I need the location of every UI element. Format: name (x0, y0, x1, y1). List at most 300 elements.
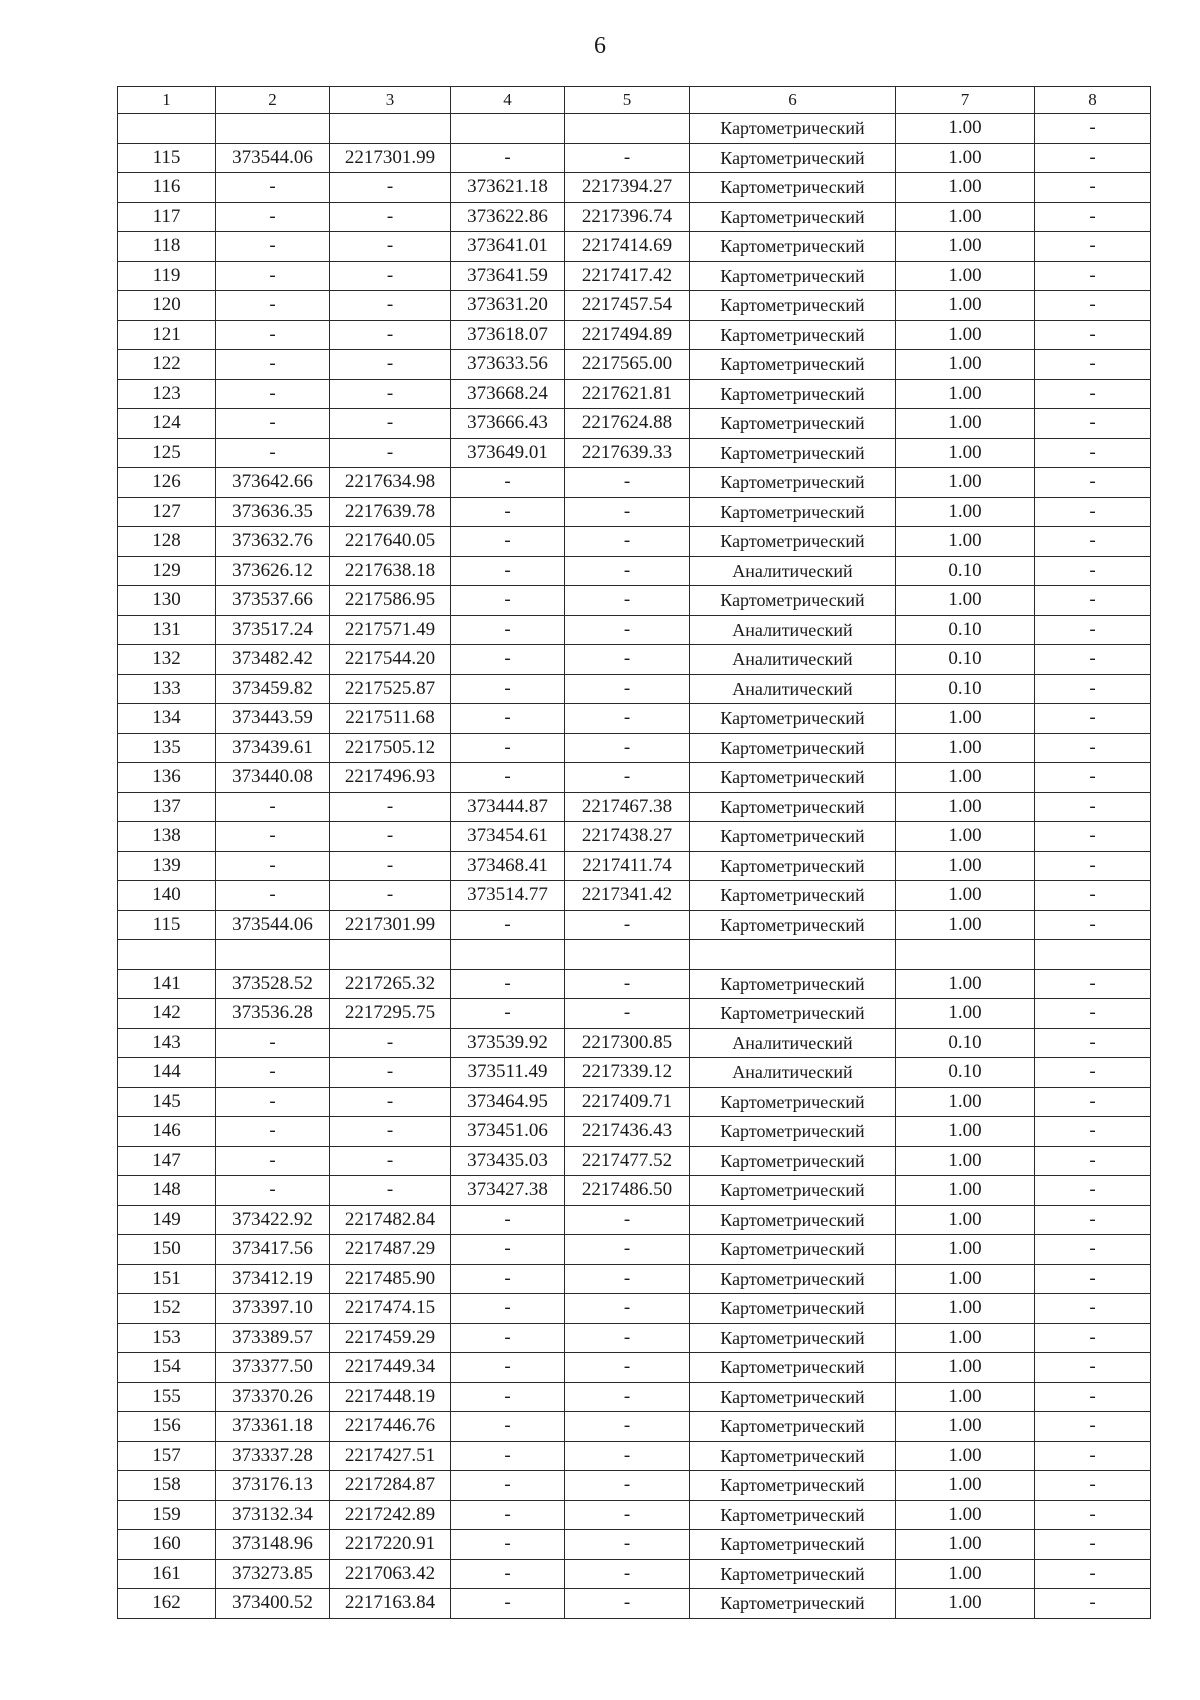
method-cell: Картометрический (690, 704, 896, 734)
accuracy-cell: 1.00 (896, 1500, 1035, 1530)
existing-x-cell: - (216, 291, 330, 321)
existing-y-cell: 2217482.84 (330, 1205, 451, 1235)
new-y-cell: - (565, 1412, 690, 1442)
new-x-cell: - (451, 1471, 565, 1501)
new-x-cell: 373621.18 (451, 173, 565, 203)
table-row (118, 1353, 1151, 1383)
existing-y-cell: 2217295.75 (330, 999, 451, 1029)
new-y-cell: - (565, 645, 690, 675)
new-y-cell: - (565, 733, 690, 763)
description-cell: - (1035, 881, 1151, 911)
accuracy-cell: 1.00 (896, 291, 1035, 321)
point-number-cell: 120 (118, 291, 216, 321)
existing-y-cell: 2217459.29 (330, 1323, 451, 1353)
accuracy-cell: 1.00 (896, 1205, 1035, 1235)
method-cell: Аналитический (690, 1028, 896, 1058)
new-x-cell: - (451, 1589, 565, 1619)
method-cell: Аналитический (690, 556, 896, 586)
description-cell: - (1035, 1353, 1151, 1383)
new-y-cell: 2217341.42 (565, 881, 690, 911)
table-row (118, 851, 1151, 881)
accuracy-cell: 1.00 (896, 1559, 1035, 1589)
point-number-cell: 138 (118, 822, 216, 852)
accuracy-cell: 1.00 (896, 733, 1035, 763)
method-cell: Картометрический (690, 1500, 896, 1530)
method-cell: Картометрический (690, 438, 896, 468)
method-cell: Картометрический (690, 320, 896, 350)
existing-y-cell: 2217639.78 (330, 497, 451, 527)
new-y-cell: - (565, 1264, 690, 1294)
accuracy-cell: 1.00 (896, 527, 1035, 557)
new-y-cell: - (565, 1382, 690, 1412)
new-x-cell: - (451, 999, 565, 1029)
existing-x-cell: 373417.56 (216, 1235, 330, 1265)
existing-y-cell: 2217638.18 (330, 556, 451, 586)
existing-y-cell: 2217586.95 (330, 586, 451, 616)
table-row (118, 497, 1151, 527)
point-number-cell: 135 (118, 733, 216, 763)
table-row (118, 822, 1151, 852)
accuracy-cell: 1.00 (896, 763, 1035, 793)
existing-x-cell: 373422.92 (216, 1205, 330, 1235)
description-cell: - (1035, 261, 1151, 291)
method-cell (690, 940, 896, 970)
point-number-cell: 156 (118, 1412, 216, 1442)
existing-y-cell: - (330, 851, 451, 881)
description-cell: - (1035, 1412, 1151, 1442)
new-y-cell: 2217409.71 (565, 1087, 690, 1117)
existing-y-cell: 2217446.76 (330, 1412, 451, 1442)
existing-x-cell: 373397.10 (216, 1294, 330, 1324)
existing-y-cell: 2217496.93 (330, 763, 451, 793)
existing-y-cell: - (330, 291, 451, 321)
table-row (118, 1264, 1151, 1294)
table-row (118, 173, 1151, 203)
description-cell: - (1035, 969, 1151, 999)
description-cell: - (1035, 1117, 1151, 1147)
point-number-cell: 147 (118, 1146, 216, 1176)
method-cell: Аналитический (690, 1058, 896, 1088)
existing-y-cell: - (330, 881, 451, 911)
existing-x-cell: - (216, 851, 330, 881)
description-cell: - (1035, 1235, 1151, 1265)
new-x-cell: - (451, 527, 565, 557)
new-x-cell: - (451, 1441, 565, 1471)
existing-y-cell: 2217474.15 (330, 1294, 451, 1324)
new-y-cell: 2217494.89 (565, 320, 690, 350)
new-x-cell: - (451, 910, 565, 940)
column-header: 4 (451, 87, 565, 114)
new-y-cell: - (565, 999, 690, 1029)
description-cell: - (1035, 792, 1151, 822)
coordinates-table (117, 86, 1151, 1619)
description-cell: - (1035, 1146, 1151, 1176)
table-row (118, 114, 1151, 144)
new-y-cell (565, 940, 690, 970)
method-cell: Картометрический (690, 763, 896, 793)
existing-x-cell: - (216, 438, 330, 468)
description-cell: - (1035, 1205, 1151, 1235)
new-y-cell: 2217339.12 (565, 1058, 690, 1088)
new-x-cell: 373666.43 (451, 409, 565, 439)
new-y-cell: - (565, 1530, 690, 1560)
method-cell: Картометрический (690, 1353, 896, 1383)
new-x-cell: 373618.07 (451, 320, 565, 350)
point-number-cell: 127 (118, 497, 216, 527)
existing-y-cell: - (330, 202, 451, 232)
existing-y-cell: - (330, 350, 451, 380)
method-cell: Картометрический (690, 1235, 896, 1265)
accuracy-cell: 1.00 (896, 1294, 1035, 1324)
point-number-cell: 131 (118, 615, 216, 645)
point-number-cell: 115 (118, 143, 216, 173)
description-cell: - (1035, 114, 1151, 144)
accuracy-cell: 1.00 (896, 792, 1035, 822)
new-x-cell: 373633.56 (451, 350, 565, 380)
existing-y-cell: 2217487.29 (330, 1235, 451, 1265)
new-x-cell: - (451, 1353, 565, 1383)
existing-y-cell: - (330, 173, 451, 203)
method-cell: Аналитический (690, 645, 896, 675)
new-y-cell: - (565, 586, 690, 616)
column-header: 8 (1035, 87, 1151, 114)
point-number-cell: 162 (118, 1589, 216, 1619)
point-number-cell: 139 (118, 851, 216, 881)
existing-y-cell: 2217448.19 (330, 1382, 451, 1412)
table-row (118, 615, 1151, 645)
point-number-cell: 155 (118, 1382, 216, 1412)
method-cell: Картометрический (690, 409, 896, 439)
accuracy-cell: 1.00 (896, 173, 1035, 203)
existing-x-cell: 373440.08 (216, 763, 330, 793)
table-row (118, 527, 1151, 557)
table-row (118, 1087, 1151, 1117)
accuracy-cell: 1.00 (896, 1117, 1035, 1147)
method-cell: Картометрический (690, 1087, 896, 1117)
accuracy-cell: 1.00 (896, 1146, 1035, 1176)
accuracy-cell: 1.00 (896, 1382, 1035, 1412)
table-row (118, 1530, 1151, 1560)
accuracy-cell: 1.00 (896, 232, 1035, 262)
table-row (118, 1500, 1151, 1530)
description-cell: - (1035, 822, 1151, 852)
new-y-cell: 2217565.00 (565, 350, 690, 380)
existing-x-cell: - (216, 1176, 330, 1206)
description-cell: - (1035, 851, 1151, 881)
accuracy-cell: 1.00 (896, 1530, 1035, 1560)
new-y-cell: - (565, 1559, 690, 1589)
point-number-cell: 124 (118, 409, 216, 439)
column-header: 7 (896, 87, 1035, 114)
description-cell: - (1035, 143, 1151, 173)
new-x-cell: - (451, 1235, 565, 1265)
table-row (118, 999, 1151, 1029)
table-row (118, 1471, 1151, 1501)
table-row (118, 1441, 1151, 1471)
new-y-cell: - (565, 1323, 690, 1353)
accuracy-cell: 1.00 (896, 379, 1035, 409)
new-x-cell: 373649.01 (451, 438, 565, 468)
existing-y-cell: 2217163.84 (330, 1589, 451, 1619)
new-x-cell: 373427.38 (451, 1176, 565, 1206)
table-row (118, 409, 1151, 439)
point-number-cell: 158 (118, 1471, 216, 1501)
existing-x-cell: - (216, 202, 330, 232)
accuracy-cell: 0.10 (896, 674, 1035, 704)
existing-x-cell: 373389.57 (216, 1323, 330, 1353)
method-cell: Картометрический (690, 202, 896, 232)
existing-y-cell: - (330, 792, 451, 822)
description-cell: - (1035, 320, 1151, 350)
description-cell: - (1035, 409, 1151, 439)
accuracy-cell: 1.00 (896, 704, 1035, 734)
description-cell: - (1035, 291, 1151, 321)
new-x-cell: - (451, 704, 565, 734)
description-cell: - (1035, 999, 1151, 1029)
point-number-cell: 142 (118, 999, 216, 1029)
existing-y-cell: 2217485.90 (330, 1264, 451, 1294)
column-header: 6 (690, 87, 896, 114)
point-number-cell: 119 (118, 261, 216, 291)
point-number-cell: 151 (118, 1264, 216, 1294)
accuracy-cell: 1.00 (896, 143, 1035, 173)
table-row (118, 1176, 1151, 1206)
column-header: 5 (565, 87, 690, 114)
existing-y-cell: 2217544.20 (330, 645, 451, 675)
new-y-cell (565, 114, 690, 144)
new-y-cell: 2217417.42 (565, 261, 690, 291)
method-cell: Картометрический (690, 999, 896, 1029)
new-y-cell: - (565, 556, 690, 586)
new-x-cell: 373451.06 (451, 1117, 565, 1147)
description-cell: - (1035, 1471, 1151, 1501)
description-cell: - (1035, 173, 1151, 203)
column-header: 1 (118, 87, 216, 114)
table-row (118, 1589, 1151, 1619)
new-y-cell: - (565, 1235, 690, 1265)
table-row (118, 881, 1151, 911)
existing-y-cell: 2217242.89 (330, 1500, 451, 1530)
new-y-cell: - (565, 763, 690, 793)
description-cell: - (1035, 438, 1151, 468)
new-y-cell: 2217411.74 (565, 851, 690, 881)
existing-y-cell: - (330, 822, 451, 852)
existing-y-cell (330, 114, 451, 144)
new-x-cell: 373444.87 (451, 792, 565, 822)
existing-y-cell: - (330, 232, 451, 262)
existing-x-cell: - (216, 1146, 330, 1176)
accuracy-cell: 1.00 (896, 1412, 1035, 1442)
new-x-cell: - (451, 1294, 565, 1324)
new-y-cell: 2217396.74 (565, 202, 690, 232)
description-cell: - (1035, 1559, 1151, 1589)
existing-x-cell: 373377.50 (216, 1353, 330, 1383)
table-row (118, 645, 1151, 675)
existing-y-cell: 2217449.34 (330, 1353, 451, 1383)
new-y-cell: - (565, 704, 690, 734)
accuracy-cell: 0.10 (896, 1028, 1035, 1058)
method-cell: Картометрический (690, 1117, 896, 1147)
accuracy-cell: 1.00 (896, 1589, 1035, 1619)
point-number-cell: 149 (118, 1205, 216, 1235)
existing-y-cell: - (330, 1146, 451, 1176)
table-row (118, 1205, 1151, 1235)
description-cell (1035, 940, 1151, 970)
method-cell: Картометрический (690, 851, 896, 881)
point-number-cell: 157 (118, 1441, 216, 1471)
new-x-cell: - (451, 1559, 565, 1589)
point-number-cell: 115 (118, 910, 216, 940)
new-y-cell: - (565, 1500, 690, 1530)
method-cell: Картометрический (690, 527, 896, 557)
method-cell: Картометрический (690, 173, 896, 203)
description-cell: - (1035, 497, 1151, 527)
existing-x-cell (216, 114, 330, 144)
new-x-cell: - (451, 556, 565, 586)
method-cell: Картометрический (690, 1382, 896, 1412)
new-x-cell: - (451, 763, 565, 793)
description-cell: - (1035, 1500, 1151, 1530)
table-row (118, 910, 1151, 940)
point-number-cell: 161 (118, 1559, 216, 1589)
method-cell: Картометрический (690, 1176, 896, 1206)
method-cell: Картометрический (690, 1264, 896, 1294)
accuracy-cell: 1.00 (896, 497, 1035, 527)
point-number-cell: 116 (118, 173, 216, 203)
new-y-cell: - (565, 910, 690, 940)
accuracy-cell: 1.00 (896, 438, 1035, 468)
existing-x-cell: 373636.35 (216, 497, 330, 527)
existing-x-cell: 373544.06 (216, 910, 330, 940)
accuracy-cell: 1.00 (896, 320, 1035, 350)
existing-y-cell (330, 940, 451, 970)
method-cell: Аналитический (690, 615, 896, 645)
method-cell: Картометрический (690, 881, 896, 911)
table-row (118, 1146, 1151, 1176)
existing-x-cell (216, 940, 330, 970)
existing-x-cell: 373361.18 (216, 1412, 330, 1442)
existing-x-cell: 373482.42 (216, 645, 330, 675)
existing-x-cell: 373517.24 (216, 615, 330, 645)
existing-x-cell: 373400.52 (216, 1589, 330, 1619)
table-row (118, 556, 1151, 586)
description-cell: - (1035, 556, 1151, 586)
existing-y-cell: 2217571.49 (330, 615, 451, 645)
method-cell: Картометрический (690, 1471, 896, 1501)
table-row (118, 1323, 1151, 1353)
existing-y-cell: - (330, 1058, 451, 1088)
existing-x-cell: - (216, 261, 330, 291)
table-row (118, 143, 1151, 173)
accuracy-cell: 1.00 (896, 1323, 1035, 1353)
description-cell: - (1035, 527, 1151, 557)
existing-y-cell: 2217525.87 (330, 674, 451, 704)
accuracy-cell: 1.00 (896, 1471, 1035, 1501)
accuracy-cell: 1.00 (896, 1441, 1035, 1471)
new-x-cell: 373641.59 (451, 261, 565, 291)
existing-x-cell: 373528.52 (216, 969, 330, 999)
point-number-cell: 117 (118, 202, 216, 232)
table-row (118, 1235, 1151, 1265)
new-x-cell: - (451, 1500, 565, 1530)
description-cell: - (1035, 586, 1151, 616)
method-cell: Картометрический (690, 733, 896, 763)
table-row (118, 733, 1151, 763)
new-x-cell: - (451, 615, 565, 645)
existing-x-cell: 373439.61 (216, 733, 330, 763)
point-number-cell: 152 (118, 1294, 216, 1324)
new-x-cell: - (451, 468, 565, 498)
new-y-cell: 2217639.33 (565, 438, 690, 468)
accuracy-cell: 1.00 (896, 202, 1035, 232)
description-cell: - (1035, 1028, 1151, 1058)
existing-x-cell: - (216, 1117, 330, 1147)
description-cell: - (1035, 1530, 1151, 1560)
new-y-cell: - (565, 1471, 690, 1501)
new-x-cell: - (451, 1412, 565, 1442)
table-row (118, 1294, 1151, 1324)
new-y-cell: 2217624.88 (565, 409, 690, 439)
description-cell: - (1035, 1323, 1151, 1353)
method-cell: Картометрический (690, 261, 896, 291)
accuracy-cell: 0.10 (896, 1058, 1035, 1088)
existing-x-cell: 373537.66 (216, 586, 330, 616)
description-cell: - (1035, 350, 1151, 380)
existing-x-cell: 373626.12 (216, 556, 330, 586)
new-x-cell: - (451, 674, 565, 704)
accuracy-cell: 1.00 (896, 586, 1035, 616)
description-cell: - (1035, 468, 1151, 498)
new-x-cell: 373622.86 (451, 202, 565, 232)
table-row (118, 350, 1151, 380)
table-row (118, 940, 1151, 970)
point-number-cell: 136 (118, 763, 216, 793)
column-header: 2 (216, 87, 330, 114)
method-cell: Картометрический (690, 1530, 896, 1560)
new-x-cell: - (451, 143, 565, 173)
method-cell: Картометрический (690, 1323, 896, 1353)
table-row (118, 232, 1151, 262)
accuracy-cell: 1.00 (896, 114, 1035, 144)
existing-x-cell: - (216, 1028, 330, 1058)
existing-x-cell: - (216, 173, 330, 203)
new-x-cell: - (451, 1205, 565, 1235)
description-cell: - (1035, 704, 1151, 734)
new-y-cell: 2217394.27 (565, 173, 690, 203)
method-cell: Картометрический (690, 497, 896, 527)
new-y-cell: - (565, 1441, 690, 1471)
table-row (118, 1117, 1151, 1147)
description-cell: - (1035, 202, 1151, 232)
new-x-cell: 373641.01 (451, 232, 565, 262)
existing-x-cell: - (216, 350, 330, 380)
table-row (118, 969, 1151, 999)
new-y-cell: - (565, 468, 690, 498)
point-number-cell: 154 (118, 1353, 216, 1383)
new-y-cell: - (565, 615, 690, 645)
table-row (118, 1058, 1151, 1088)
existing-y-cell: 2217511.68 (330, 704, 451, 734)
new-y-cell: - (565, 969, 690, 999)
description-cell: - (1035, 763, 1151, 793)
method-cell: Картометрический (690, 1441, 896, 1471)
point-number-cell: 141 (118, 969, 216, 999)
existing-x-cell: - (216, 320, 330, 350)
point-number-cell (118, 114, 216, 144)
existing-y-cell: 2217640.05 (330, 527, 451, 557)
existing-x-cell: 373273.85 (216, 1559, 330, 1589)
description-cell: - (1035, 1294, 1151, 1324)
